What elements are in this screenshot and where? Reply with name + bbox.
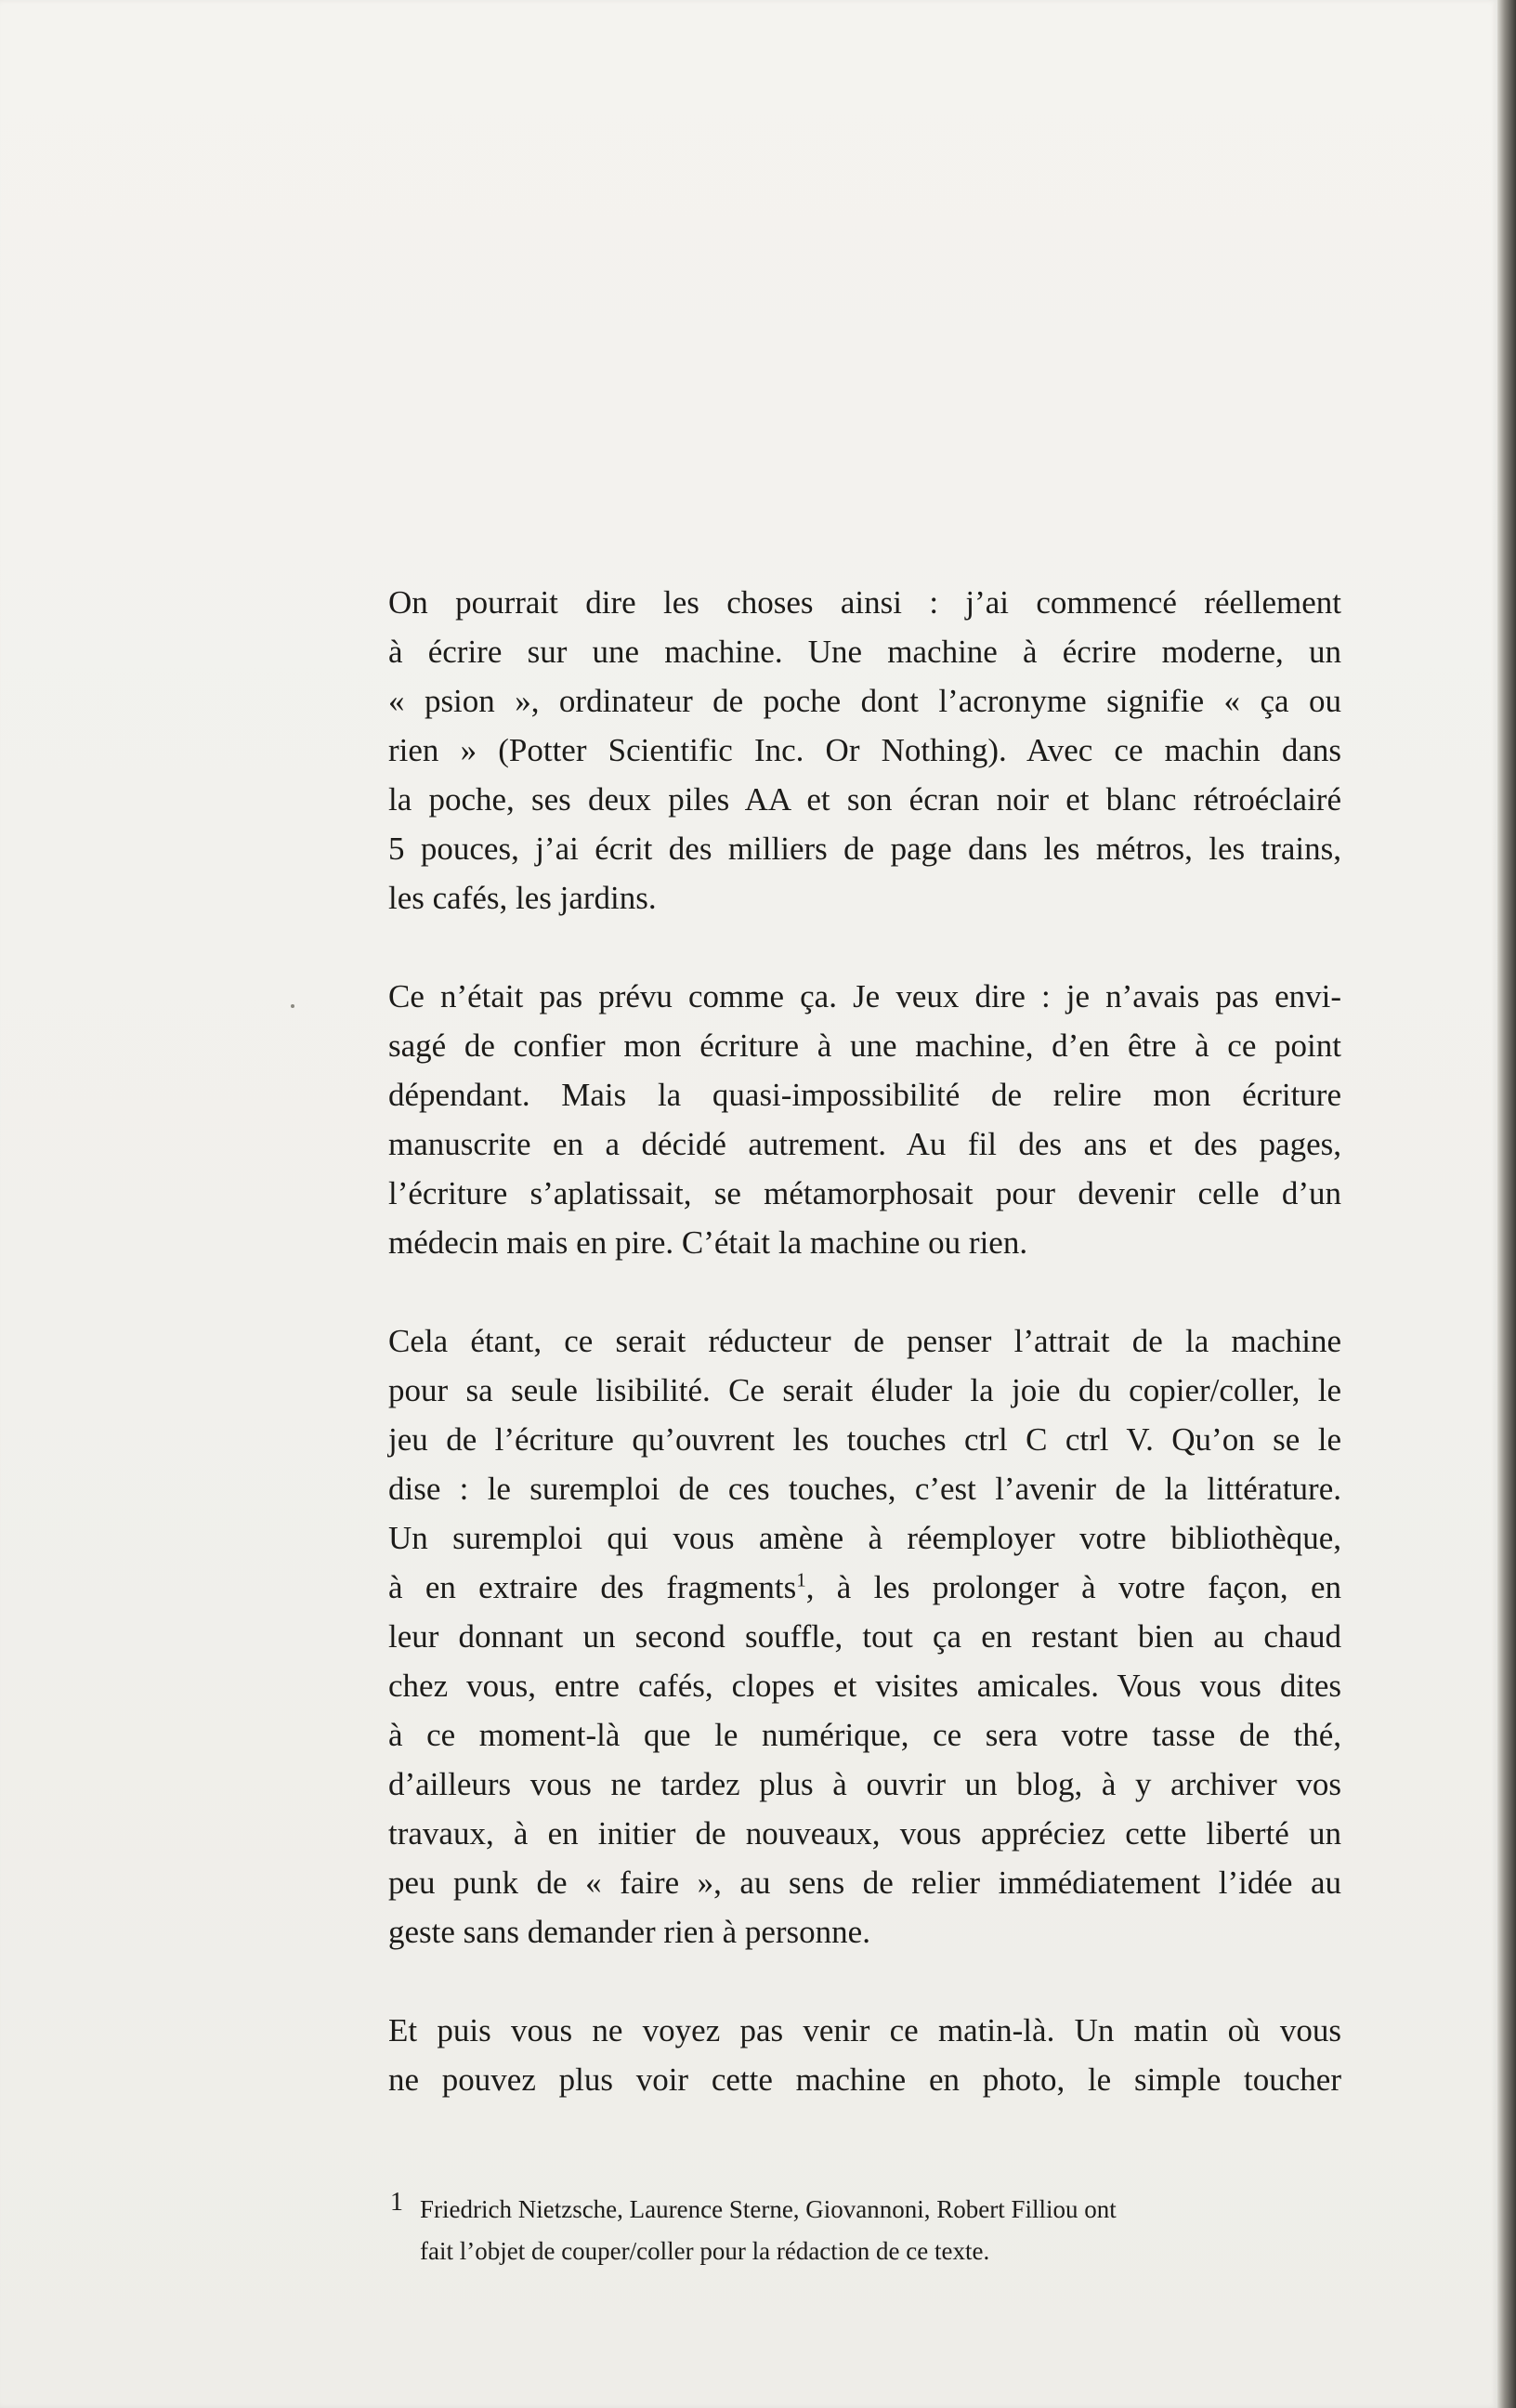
text-line: Cela étant, ce serait réducteur de penser l’attrait de la machine — [388, 1323, 1341, 1359]
footnote-reference: 1 — [796, 1568, 806, 1591]
text-line: d’ailleurs vous ne tardez plus à ouvrir un blog, à y archiver vos — [388, 1766, 1341, 1802]
text-line: l’écriture s’aplatissait, se métamorphosait pour devenir celle d’un — [388, 1175, 1341, 1211]
text-line: Ce n’était pas prévu comme ça. Je veux dire : je n’avais pas envi- — [388, 978, 1341, 1014]
text-line: peu punk de « faire », au sens de relier immédiatement l’idée au — [388, 1865, 1341, 1901]
paragraph-1 — [388, 578, 1341, 923]
body-text — [388, 578, 1341, 2153]
text-line: Un suremploi qui vous amène à réemployer votre bibliothèque, — [388, 1520, 1341, 1556]
footnote-line: Friedrich Nietzsche, Laurence Sterne, Giovannoni, Robert Filliou ont — [420, 2195, 1117, 2223]
text-line: dépendant. Mais la quasi-impossibilité de relire mon écriture — [388, 1077, 1341, 1113]
text-line: pour sa seule lisibilité. Ce serait éluder la joie du copier/coller, le — [388, 1372, 1341, 1408]
text-segment: , à les prolonger à votre façon, en — [805, 1569, 1341, 1605]
text-line: les cafés, les jardins. — [388, 880, 657, 916]
margin-speck — [291, 1004, 294, 1008]
text-segment: à en extraire des fragments — [388, 1569, 797, 1605]
paragraph-2 — [388, 972, 1341, 1267]
paragraph-3 — [388, 1316, 1341, 1956]
text-line: leur donnant un second souffle, tout ça en restant bien au chaud — [388, 1618, 1341, 1655]
text-line: rien » (Potter Scientific Inc. Or Nothing). Avec ce machin dans — [388, 732, 1341, 768]
text-line: à ce moment-là que le numérique, ce sera votre tasse de thé, — [388, 1717, 1341, 1753]
text-line: sagé de confier mon écriture à une machine, d’en être à ce point — [388, 1027, 1341, 1064]
text-line: Et puis vous ne voyez pas venir ce matin-là. Un matin où vous — [388, 2012, 1341, 2048]
paragraph-4 — [388, 2006, 1341, 2104]
footnote-line: fait l’objet de couper/coller pour la rédaction de ce texte. — [420, 2237, 990, 2265]
text-line: travaux, à en initier de nouveaux, vous appréciez cette liberté un — [388, 1815, 1341, 1852]
footnote-number: 1 — [390, 2188, 403, 2217]
page-edge-shadow — [1497, 0, 1516, 2408]
text-line: On pourrait dire les choses ainsi : j’ai commencé réellement — [388, 584, 1341, 621]
footnote — [390, 2188, 1330, 2272]
text-line: manuscrite en a décidé autrement. Au fil des ans et des pages, — [388, 1126, 1341, 1162]
text-line: ne pouvez plus voir cette machine en photo, le simple toucher — [388, 2061, 1341, 2098]
text-line: chez vous, entre cafés, clopes et visites amicales. Vous vous dites — [388, 1668, 1341, 1704]
text-line: à écrire sur une machine. Une machine à écrire moderne, un — [388, 634, 1341, 670]
text-line: médecin mais en pire. C’était la machine ou rien. — [388, 1224, 1028, 1261]
text-line: geste sans demander rien à personne. — [388, 1914, 870, 1950]
text-line: jeu de l’écriture qu’ouvrent les touches ctrl C ctrl V. Qu’on se le — [388, 1421, 1341, 1458]
text-line: dise : le suremploi de ces touches, c’est l’avenir de la littérature. — [388, 1471, 1341, 1507]
text-line-with-footnote-ref — [388, 1563, 1341, 1612]
text-line: 5 pouces, j’ai écrit des milliers de page dans les métros, les trains, — [388, 831, 1341, 867]
text-line: « psion », ordinateur de poche dont l’acronyme signifie « ça ou — [388, 683, 1341, 719]
text-line: la poche, ses deux piles AA et son écran noir et blanc rétroéclairé — [388, 781, 1341, 818]
